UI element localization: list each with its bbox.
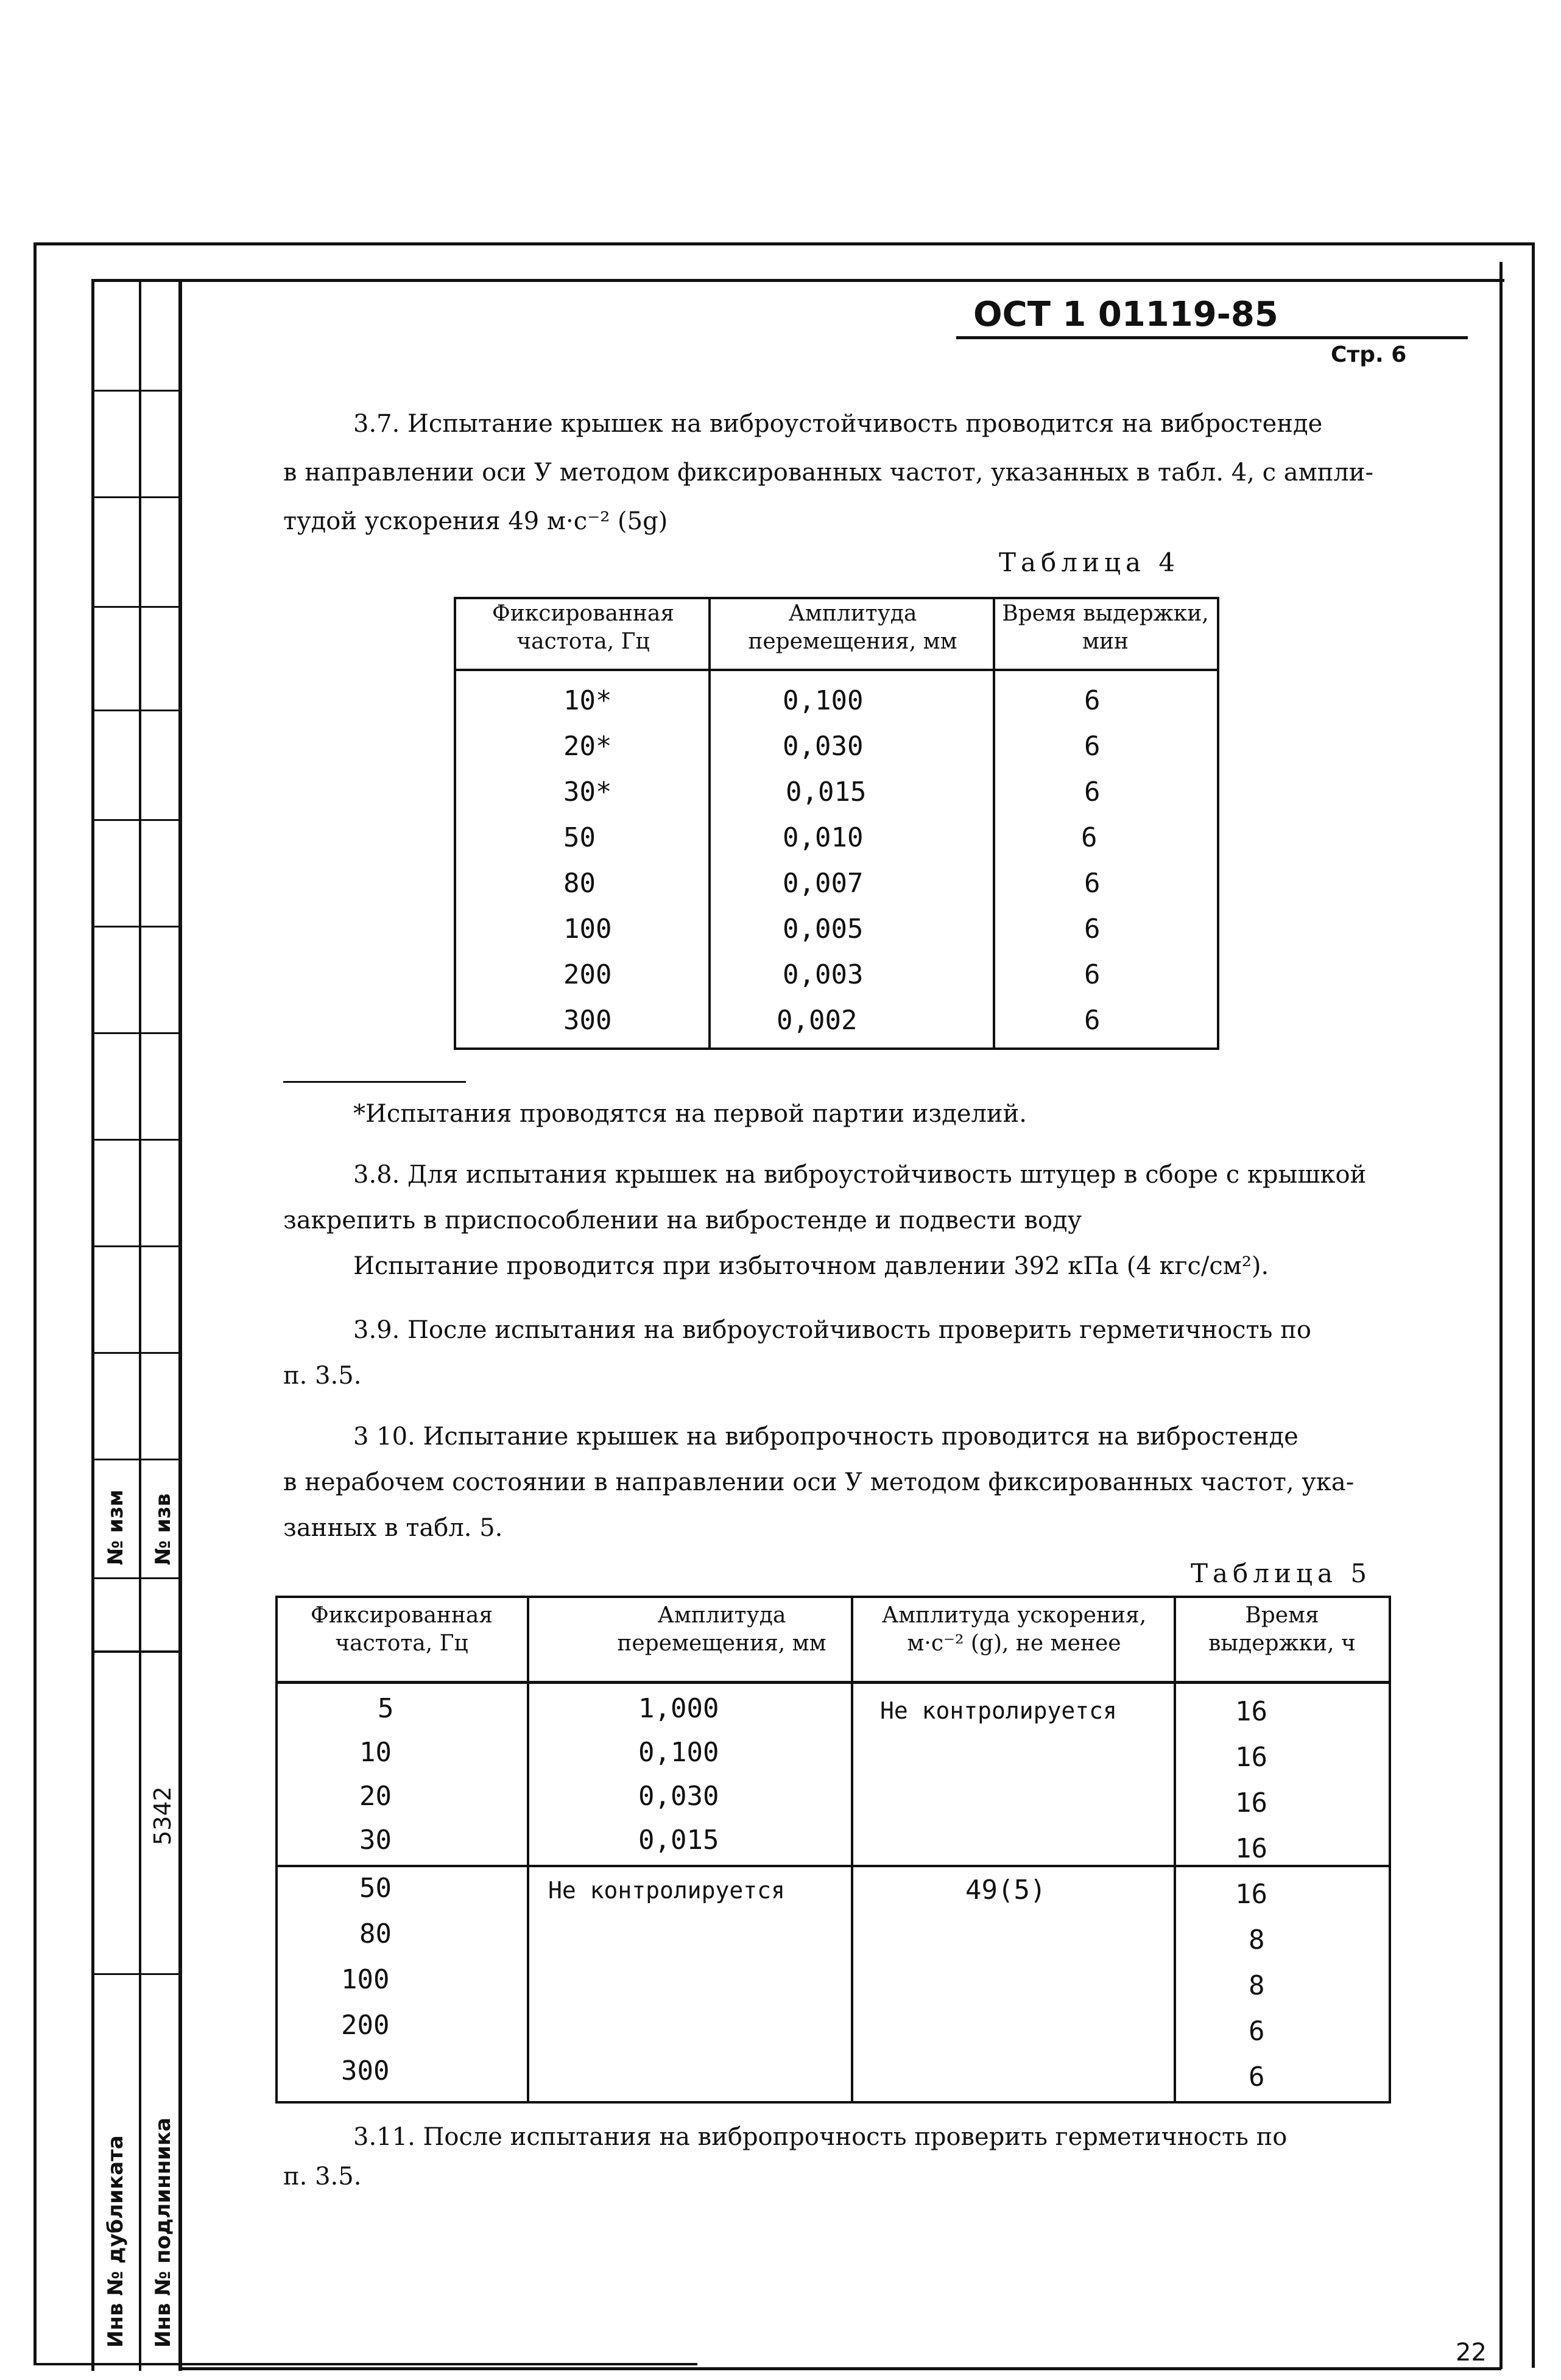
t5-time: 6 <box>1249 2061 1265 2093</box>
t5-time: 8 <box>1249 1970 1265 2001</box>
t5-col1 <box>527 1596 529 2104</box>
t5-time: 16 <box>1235 1696 1267 1727</box>
t5-freq: 200 <box>341 2010 390 2041</box>
page-number: 22 <box>1456 2339 1487 2367</box>
t5-amp: 1,000 <box>638 1693 719 1724</box>
t5-header-acc: Амплитуда ускорения, м·с⁻² (g), не менее <box>881 1603 1147 1656</box>
side-cell-divider <box>91 390 180 392</box>
t5-mid <box>275 1865 1391 1867</box>
t5-freq: 20 <box>359 1781 392 1812</box>
t4-header-time: Время выдержки, мин <box>1002 601 1209 654</box>
t4-cell-freq: 300 <box>563 1005 612 1036</box>
t4-top <box>454 597 1219 599</box>
footnote-rule <box>283 1081 466 1083</box>
t4-cell-amp: 0,005 <box>783 914 864 945</box>
t4-head-bottom <box>454 669 1219 671</box>
footnote: *Испытания проводятся на первой партии изделий. <box>353 1100 1027 1128</box>
para-3-11-line2: п. 3.5. <box>283 2163 362 2191</box>
para-3-7-line1: 3.7. Испытание крышек на виброустойчивость проводится на вибростенде <box>353 410 1323 438</box>
outer-frame-right <box>1532 242 1535 2368</box>
t4-cell-freq: 20* <box>563 731 612 762</box>
para-3-8-line1: 3.8. Для испытания крышек на виброустойчивость штуцер в сборе с крышкой <box>353 1161 1367 1189</box>
t5-bottom <box>275 2101 1391 2104</box>
t5-header-time: Время выдержки, ч <box>1208 1603 1356 1656</box>
t4-cell-time: 6 <box>1084 1005 1101 1036</box>
t4-header-freq: Фиксированная частота, Гц <box>492 601 675 654</box>
t5-amp: 0,015 <box>638 1825 719 1856</box>
t5-header-amp: Амплитуда перемещения, мм <box>617 1603 826 1656</box>
inner-frame-bottom <box>180 2367 1501 2370</box>
side-cell-divider <box>91 1577 180 1579</box>
t4-cell-time: 6 <box>1084 868 1101 899</box>
t5-freq: 80 <box>359 1918 392 1949</box>
t5-time: 8 <box>1249 1924 1265 1956</box>
t4-left <box>454 597 456 1050</box>
side-cell-divider <box>91 1245 180 1247</box>
para-3-9-line1: 3.9. После испытания на виброустойчивость проверить герметичность по <box>353 1316 1311 1344</box>
t5-time: 6 <box>1249 2016 1265 2047</box>
para-3-7-line3: тудой ускорения 49 м·с⁻² (5g) <box>283 507 668 535</box>
side-cell-divider <box>91 1352 180 1354</box>
t5-col2 <box>851 1596 853 2104</box>
outer-frame-left <box>33 242 37 2365</box>
side-cell-divider <box>91 606 180 608</box>
t4-cell-time: 6 <box>1084 914 1101 945</box>
t5-freq: 5 <box>378 1693 394 1724</box>
t5-freq: 10 <box>359 1737 392 1768</box>
side-cell-divider <box>91 709 180 711</box>
t4-cell-time: 6 <box>1081 822 1098 853</box>
t5-top <box>275 1596 1391 1598</box>
t5-header-freq: Фиксированная частота, Гц <box>310 1603 493 1656</box>
para-3-10-line3: занных в табл. 5. <box>283 1514 503 1542</box>
side-cell-divider <box>91 496 180 498</box>
page-label: Стр. 6 <box>1331 342 1407 367</box>
side-label-inv-podl: Инв № подлинника <box>151 2118 175 2348</box>
t4-cell-amp: 0,010 <box>783 822 864 853</box>
t4-header-amp: Амплитуда перемещения, мм <box>748 601 957 654</box>
t4-col1 <box>708 597 711 1050</box>
t5-acc-top: Не контролируется <box>880 1697 1117 1724</box>
t4-cell-freq: 80 <box>563 868 596 899</box>
para-3-8-line2: закрепить в приспособлении на вибростенде и подвести воду <box>283 1206 1082 1234</box>
para-3-10-line2: в нерабочем состоянии в направлении оси У методом фиксированных частот, ука- <box>283 1468 1355 1496</box>
t5-freq: 100 <box>341 1964 390 1995</box>
t5-time: 16 <box>1235 1742 1267 1773</box>
side-cell-divider <box>91 1459 180 1460</box>
t4-cell-freq: 10* <box>563 685 612 716</box>
t5-time: 16 <box>1235 1787 1267 1818</box>
t4-col2 <box>993 597 995 1050</box>
para-3-10-line1: 3 10. Испытание крышек на вибропрочность проводится на вибростенде <box>353 1423 1298 1451</box>
table4-caption: Таблица 4 <box>999 547 1180 577</box>
t5-left <box>275 1596 278 2104</box>
t4-cell-amp: 0,015 <box>786 776 867 808</box>
t5-amp-bottom: Не контролируется <box>548 1877 785 1904</box>
t4-cell-amp: 0,100 <box>783 685 864 716</box>
t4-cell-time: 6 <box>1084 685 1101 716</box>
outer-frame-bottom <box>33 2363 697 2365</box>
table5-caption: Таблица 5 <box>1191 1558 1372 1588</box>
t4-cell-amp: 0,030 <box>783 731 864 762</box>
t5-acc-bottom: 49(5) <box>965 1875 1046 1906</box>
t4-cell-amp: 0,002 <box>777 1005 858 1036</box>
doc-code: ОСТ 1 01119-85 <box>973 295 1278 334</box>
t5-right <box>1389 1596 1391 2104</box>
side-label-inv-dubl: Инв № дубликата <box>104 2135 128 2348</box>
t4-cell-amp: 0,003 <box>783 959 864 990</box>
t5-col3 <box>1174 1596 1176 2104</box>
t4-cell-freq: 100 <box>563 914 612 945</box>
para-3-9-line2: п. 3.5. <box>283 1362 362 1390</box>
side-cell-divider <box>91 1032 180 1034</box>
t5-time: 16 <box>1235 1879 1267 1910</box>
t4-cell-time: 6 <box>1084 776 1101 808</box>
t4-cell-amp: 0,007 <box>783 868 864 899</box>
t5-amp: 0,030 <box>638 1781 719 1812</box>
t5-freq: 30 <box>359 1825 392 1856</box>
t4-bottom <box>454 1047 1219 1050</box>
side-label-podl-number: 5342 <box>149 1786 176 1845</box>
t5-head-bottom <box>275 1681 1391 1684</box>
para-3-8-line3: Испытание проводится при избыточном давлении 392 кПа (4 кгс/см²). <box>353 1252 1269 1280</box>
t4-cell-freq: 30* <box>563 776 612 808</box>
side-label-izm: № изм <box>104 1489 128 1565</box>
t4-cell-time: 6 <box>1084 731 1101 762</box>
header-underline <box>956 336 1468 339</box>
inner-frame-right <box>1499 262 1503 2369</box>
t5-freq: 300 <box>341 2055 390 2086</box>
inner-frame-top <box>91 279 1504 282</box>
t4-cell-freq: 50 <box>563 822 596 853</box>
para-3-7-line2: в направлении оси У методом фиксированных частот, указанных в табл. 4, с ампли- <box>283 459 1373 487</box>
inner-frame-left <box>91 279 94 2371</box>
side-cell-divider <box>91 1973 180 1975</box>
outer-frame-top <box>33 242 1535 245</box>
t5-time: 16 <box>1235 1833 1267 1864</box>
t5-freq: 50 <box>359 1873 392 1904</box>
inner-frame-divider <box>139 279 141 2371</box>
side-label-izv: № изв <box>151 1493 175 1565</box>
side-cell-divider <box>91 819 180 821</box>
side-cell-divider <box>91 926 180 928</box>
side-cell-divider <box>91 1139 180 1141</box>
t4-right <box>1217 597 1219 1050</box>
t4-cell-freq: 200 <box>563 959 612 990</box>
inner-frame-content-left <box>178 279 182 2371</box>
para-3-11-line1: 3.11. После испытания на вибропрочность проверить герметичность по <box>353 2123 1288 2151</box>
side-cell-divider <box>91 1650 180 1653</box>
t5-amp: 0,100 <box>638 1737 719 1768</box>
t4-cell-time: 6 <box>1084 959 1101 990</box>
